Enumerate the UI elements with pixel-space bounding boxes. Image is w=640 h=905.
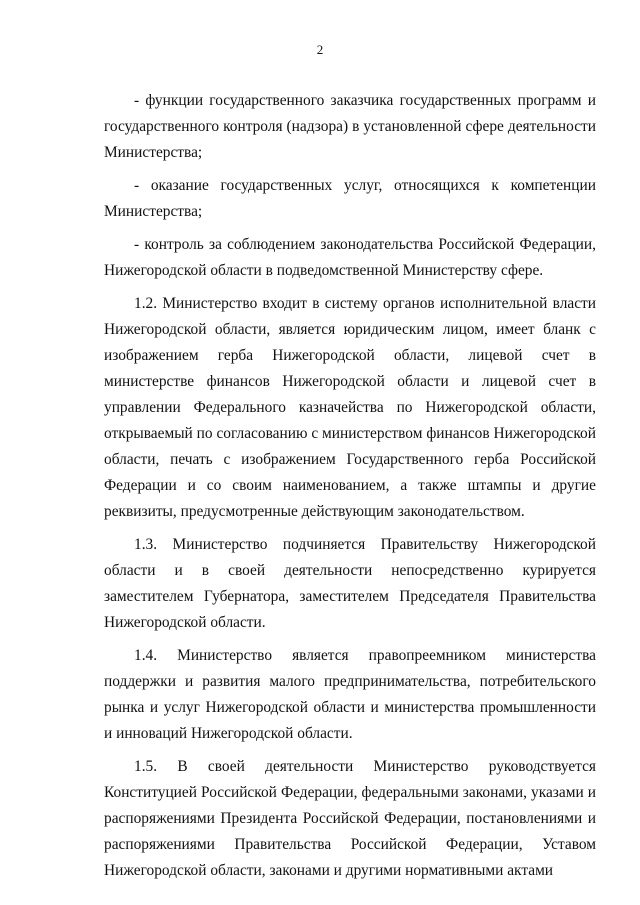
paragraph-legislation-control: - контроль за соблюдением законодательства Российской Федерации, Нижегородской области в подведомственной Министерству сфере. [104, 236, 596, 279]
page-number: 2 [316, 42, 324, 57]
paragraph-function-customer: - функции государственного заказчика государственных программ и государственного контроля (надзора) в установленной сфере деятельности Министерства; [104, 92, 596, 161]
paragraph-public-services: - оказание государственных услуг, относящихся к компетенции Министерства; [104, 177, 596, 220]
paragraph-section-1-5: 1.5. В своей деятельности Министерство руководствуется Конституцией Российской Федерации, федеральными законами, указами и распоряжениями Президента Российской Федерации, постановлениями и распоряжениями Правительства Российской Федерации, Уставом Нижегородской области, законами и другими нормативными актами [104, 758, 596, 879]
paragraph-section-1-4: 1.4. Министерство является правопреемником министерства поддержки и развития малого предпринимательства, потребительского рынка и услуг Нижегородской области и министерства промышленности и инноваций Нижегородской области. [104, 647, 596, 742]
document-body [104, 88, 596, 891]
paragraph-section-1-2: 1.2. Министерство входит в систему органов исполнительной власти Нижегородской области, является юридическим лицом, имеет бланк с изображением герба Нижегородской области, лицевой счет в министерстве финансов Нижегородской области и лицевой счет в управлении Федерального казначейства по Нижегородской области, открываемый по согласованию с министерством финансов Нижегородской области, печать с изображением Государственного герба Российской Федерации и со своим наименованием, а также штампы и другие реквизиты, предусмотренные действующим законодательством. [104, 295, 596, 520]
paragraph-section-1-3: 1.3. Министерство подчиняется Правительству Нижегородской области и в своей деятельности непосредственно курируется заместителем Губернатора, заместителем Председателя Правительства Нижегородской области. [104, 536, 596, 631]
